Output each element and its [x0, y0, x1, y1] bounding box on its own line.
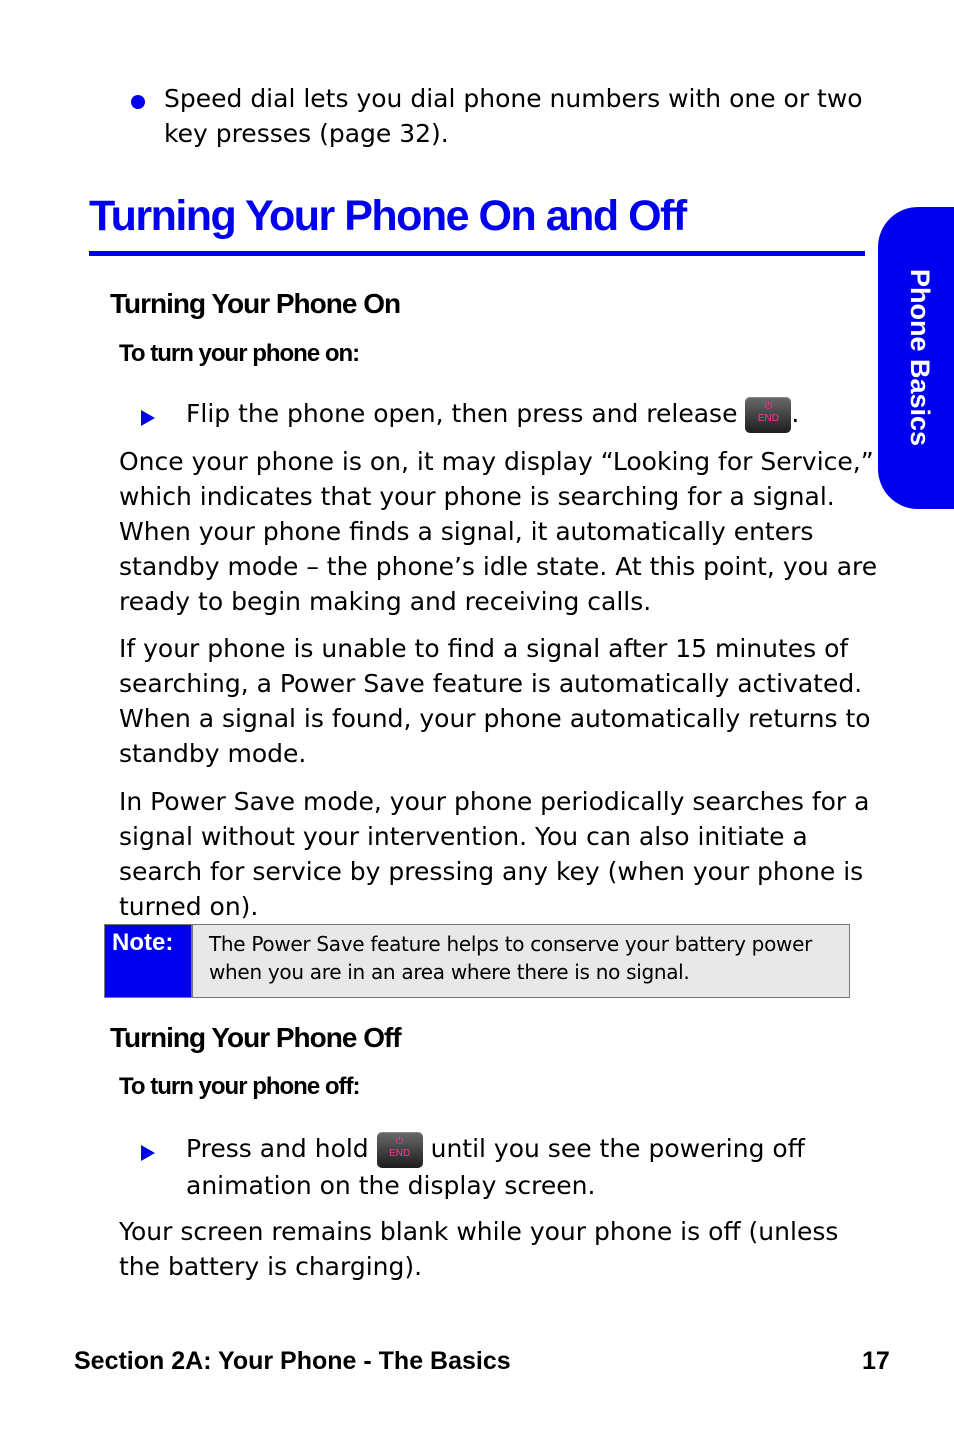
step-on-text: Flip the phone open, then press and release: [186, 399, 738, 428]
page-title: Turning Your Phone On and Off: [89, 192, 686, 240]
paragraph-looking-for-service: Once your phone is on, it may display “Looking for Service,” which indicates that your phone is searching for a signal. When your phone finds a signal, it automatically enters standby mode – the phone’s idle state. At this point, you are ready to begin making and receiving calls.: [119, 447, 878, 616]
subheading-on: To turn your phone on:: [119, 340, 360, 367]
power-icon: ⏻: [395, 1136, 404, 1147]
side-tab-label: Phone Basics: [905, 269, 935, 447]
step-arrow-icon: [141, 1145, 155, 1161]
note-label: Note:: [105, 925, 193, 997]
subheading-off: To turn your phone off:: [119, 1073, 360, 1100]
step-on: [186, 396, 876, 433]
section-heading-off: Turning Your Phone Off: [110, 1022, 401, 1053]
footer-section: Section 2A: Your Phone - The Basics: [74, 1347, 511, 1375]
step-off-text-after: until you see the powering off animation on the display screen.: [186, 1134, 805, 1200]
step-off-text: Press and hold: [186, 1134, 369, 1163]
paragraph-power-save-mode: In Power Save mode, your phone periodically searches for a signal without your intervention. You can also initiate a search for service by pressing any key (when your phone is turned on).: [119, 787, 870, 921]
end-key-icon: [745, 397, 791, 433]
footer-page-number: 17: [862, 1347, 890, 1375]
step-on-text-after: .: [791, 399, 800, 428]
paragraph-screen-blank: Your screen remains blank while your phone is off (unless the battery is charging).: [119, 1217, 839, 1281]
end-key-label: END: [757, 413, 779, 424]
side-tab: [878, 207, 954, 509]
end-key-icon: [377, 1132, 423, 1168]
step-arrow-icon: [141, 410, 155, 426]
end-key-label: END: [389, 1148, 411, 1159]
power-icon: ⏻: [764, 401, 773, 412]
step-off: [186, 1131, 826, 1203]
section-heading-on: Turning Your Phone On: [110, 288, 401, 319]
intro-bullet-text: Speed dial lets you dial phone numbers with one or two key presses (page 32).: [164, 84, 863, 148]
bullet-dot: [131, 95, 145, 109]
paragraph-power-save: If your phone is unable to find a signal after 15 minutes of searching, a Power Save feature is automatically activated. When a signal is found, your phone automatically returns to standby mode.: [119, 634, 871, 768]
note-text: The Power Save feature helps to conserve your battery power when you are in an area where there is no signal.: [209, 932, 812, 984]
title-rule: [89, 251, 865, 256]
note-box: [104, 924, 850, 998]
